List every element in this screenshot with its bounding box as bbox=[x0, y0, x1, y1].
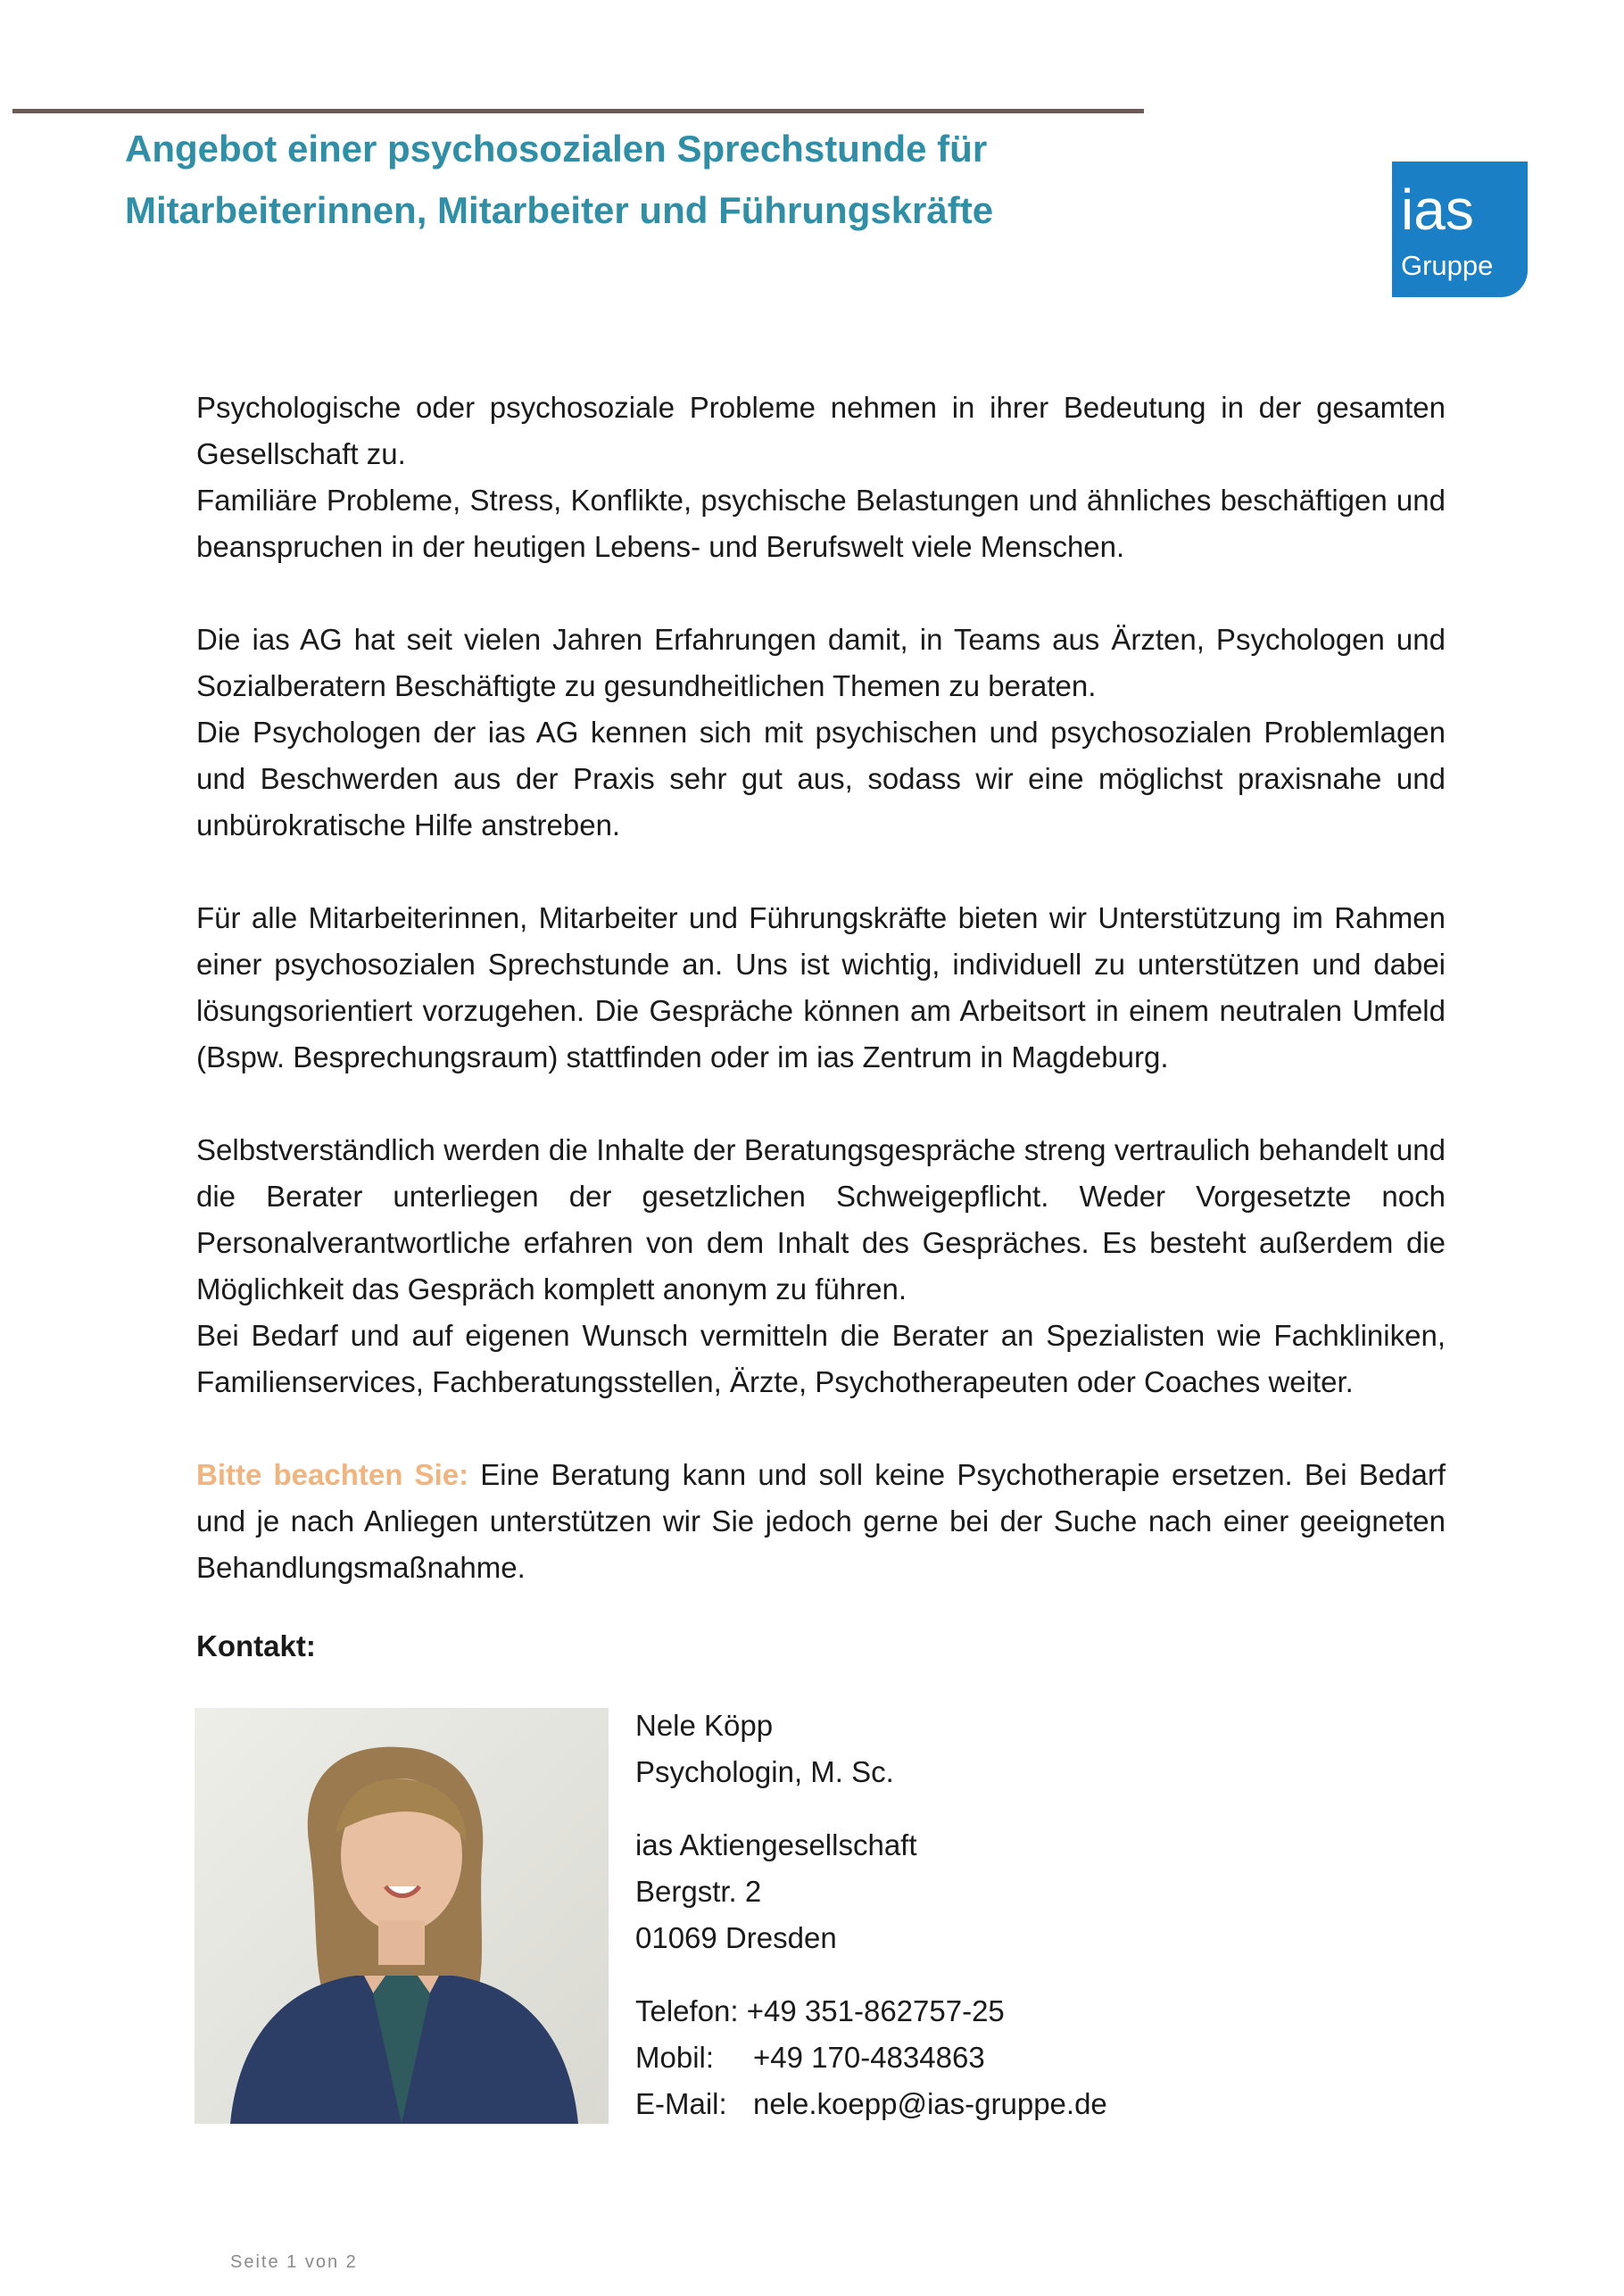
paragraph-1b: Familiäre Probleme, Stress, Konflikte, psychische Belastungen und ähnliches beschäftigen und beanspruchen in der heutigen Lebens- und Berufswelt viele Menschen. bbox=[196, 484, 1446, 563]
page-number: Seite 1 von 2 bbox=[230, 2252, 358, 2272]
title-line-1: Angebot einer psychosozialen Sprechstunde für bbox=[125, 128, 988, 170]
logo-word: ias bbox=[1401, 178, 1474, 242]
email-label: E-Mail: bbox=[635, 2087, 727, 2120]
page-title bbox=[125, 118, 1267, 241]
contact-name: Nele Köpp bbox=[635, 1709, 774, 1742]
paragraph-2b: Die Psychologen der ias AG kennen sich mit psychischen und psychosozialen Problemlagen und Beschwerden aus der Praxis sehr gut aus, sodass wir eine möglichst praxisnahe und unbürokratische Hilfe anstreben. bbox=[196, 716, 1446, 841]
note-label: Bitte beachten Sie: bbox=[196, 1458, 469, 1491]
street: Bergstr. 2 bbox=[635, 1875, 762, 1908]
mobile-number[interactable]: +49 170-4834863 bbox=[753, 2041, 985, 2074]
header-rule bbox=[12, 109, 1144, 113]
contact-heading: Kontakt: bbox=[196, 1629, 316, 1662]
phone-label: Telefon: bbox=[635, 1994, 739, 2027]
mobile-label: Mobil: bbox=[635, 2041, 715, 2074]
paragraph-1a: Psychologische oder psychosoziale Probleme nehmen in ihrer Bedeutung in der gesamten Gesellschaft zu. bbox=[196, 391, 1446, 470]
note-paragraph bbox=[196, 1452, 1446, 1591]
paragraph-4a: Selbstverständlich werden die Inhalte der Beratungsgespräche streng vertraulich behandelt und die Berater unterliegen der gesetzlichen Schweigepflicht. Weder Vorgesetzte noch Personalverantwortliche erfahren von dem Inhalt des Gespräches. Es besteht außerdem die Möglichkeit das Gespräch komplett anonym zu führen. bbox=[196, 1133, 1446, 1305]
city: 01069 Dresden bbox=[635, 1921, 837, 1954]
company-name: ias Aktiengesellschaft bbox=[635, 1828, 917, 1861]
portrait-image bbox=[195, 1708, 609, 2124]
email-address[interactable]: nele.koepp@ias-gruppe.de bbox=[753, 2087, 1107, 2120]
ias-logo bbox=[1392, 162, 1528, 297]
paragraph-4b: Bei Bedarf und auf eigenen Wunsch vermitteln die Berater an Spezialisten wie Fachkliniken, Familienservices, Fachberatungsstellen, Ärzte, Psychotherapeuten oder Coaches weiter. bbox=[196, 1319, 1446, 1398]
paragraph-3: Für alle Mitarbeiterinnen, Mitarbeiter und Führungskräfte bieten wir Unterstützung im Rahmen einer psychosozialen Sprechstunde an. Uns ist wichtig, individuell zu unterstützen und dabei lösungsorientiert vorzugehen. Die Gespräche können am Arbeitsort in einem neutralen Umfeld (Bspw. Besprechungsraum) stattfinden oder im ias Zentrum in Magdeburg. bbox=[196, 901, 1446, 1073]
contact-role: Psychologin, M. Sc. bbox=[635, 1755, 894, 1788]
contact-photo bbox=[195, 1708, 609, 2124]
note-text: Eine Beratung kann und soll keine Psychotherapie ersetzen. Bei Bedarf und je nach Anliegen unterstützen wir Sie jedoch gerne bei der Suche nach einer geeigneten Behandlungsmaßnahme. bbox=[196, 1458, 1446, 1584]
title-line-2: Mitarbeiterinnen, Mitarbeiter und Führungskräfte bbox=[125, 189, 994, 231]
phone-number[interactable]: +49 351-862757-25 bbox=[746, 1994, 1005, 2027]
paragraph-2a: Die ias AG hat seit vielen Jahren Erfahrungen damit, in Teams aus Ärzten, Psychologen und Sozialberatern Beschäftigte zu gesundheitlichen Themen zu beraten. bbox=[196, 623, 1446, 702]
body-text bbox=[196, 385, 1446, 1637]
contact-details bbox=[635, 1703, 1107, 2154]
logo-sub: Gruppe bbox=[1401, 250, 1494, 281]
